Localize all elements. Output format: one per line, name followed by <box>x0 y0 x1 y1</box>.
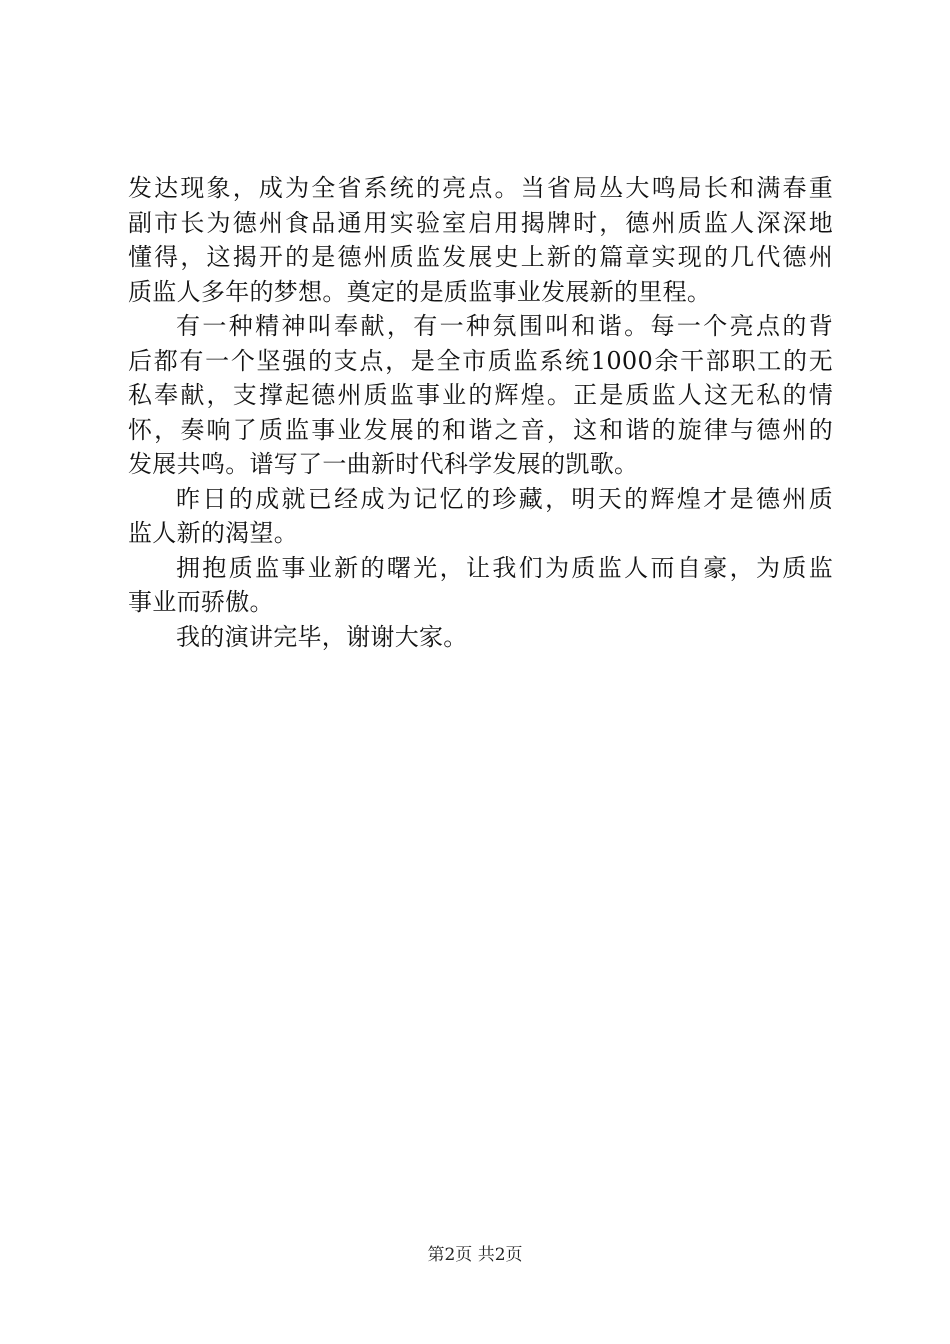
paragraph-1-line-3: 懂得，这揭开的是德州质监发展史上新的篇章实现的几代德州 <box>128 243 833 271</box>
paragraph-4-line-2: 事业而骄傲。 <box>128 588 274 616</box>
paragraph-3-line-1: 昨日的成就已经成为记忆的珍藏，明天的辉煌才是德州质 <box>176 484 833 513</box>
page-number-footer: 第2页 共2页 <box>427 1245 523 1265</box>
speech-body <box>128 171 833 654</box>
paragraph-2-line-2: 后都有一个坚强的支点，是全市质监系统1000余干部职工的无 <box>128 346 833 375</box>
paragraph-2-line-1: 有一种精神叫奉献，有一种氛围叫和谐。每一个亮点的背 <box>176 312 833 340</box>
paragraph-2-line-5: 发展共鸣。谱写了一曲新时代科学发展的凯歌。 <box>128 450 639 478</box>
paragraph-4-line-1: 拥抱质监事业新的曙光，让我们为质监人而自豪，为质监 <box>176 553 833 582</box>
paragraph-1-line-1: 发达现象，成为全省系统的亮点。当省局丛大鸣局长和满春重 <box>128 174 833 202</box>
paragraph-5-line-1: 我的演讲完毕，谢谢大家。 <box>176 622 468 651</box>
paragraph-1-line-2: 副市长为德州食品通用实验室启用揭牌时，德州质监人深深地 <box>128 208 833 237</box>
paragraph-2-line-4: 怀，奏响了质监事业发展的和谐之音，这和谐的旋律与德州的 <box>128 415 833 444</box>
paragraph-3-line-2: 监人新的渴望。 <box>128 519 299 547</box>
paragraph-1-line-4: 质监人多年的梦想。奠定的是质监事业发展新的里程。 <box>128 277 712 306</box>
paragraph-2-line-3: 私奉献，支撑起德州质监事业的辉煌。正是质监人这无私的情 <box>128 381 833 409</box>
